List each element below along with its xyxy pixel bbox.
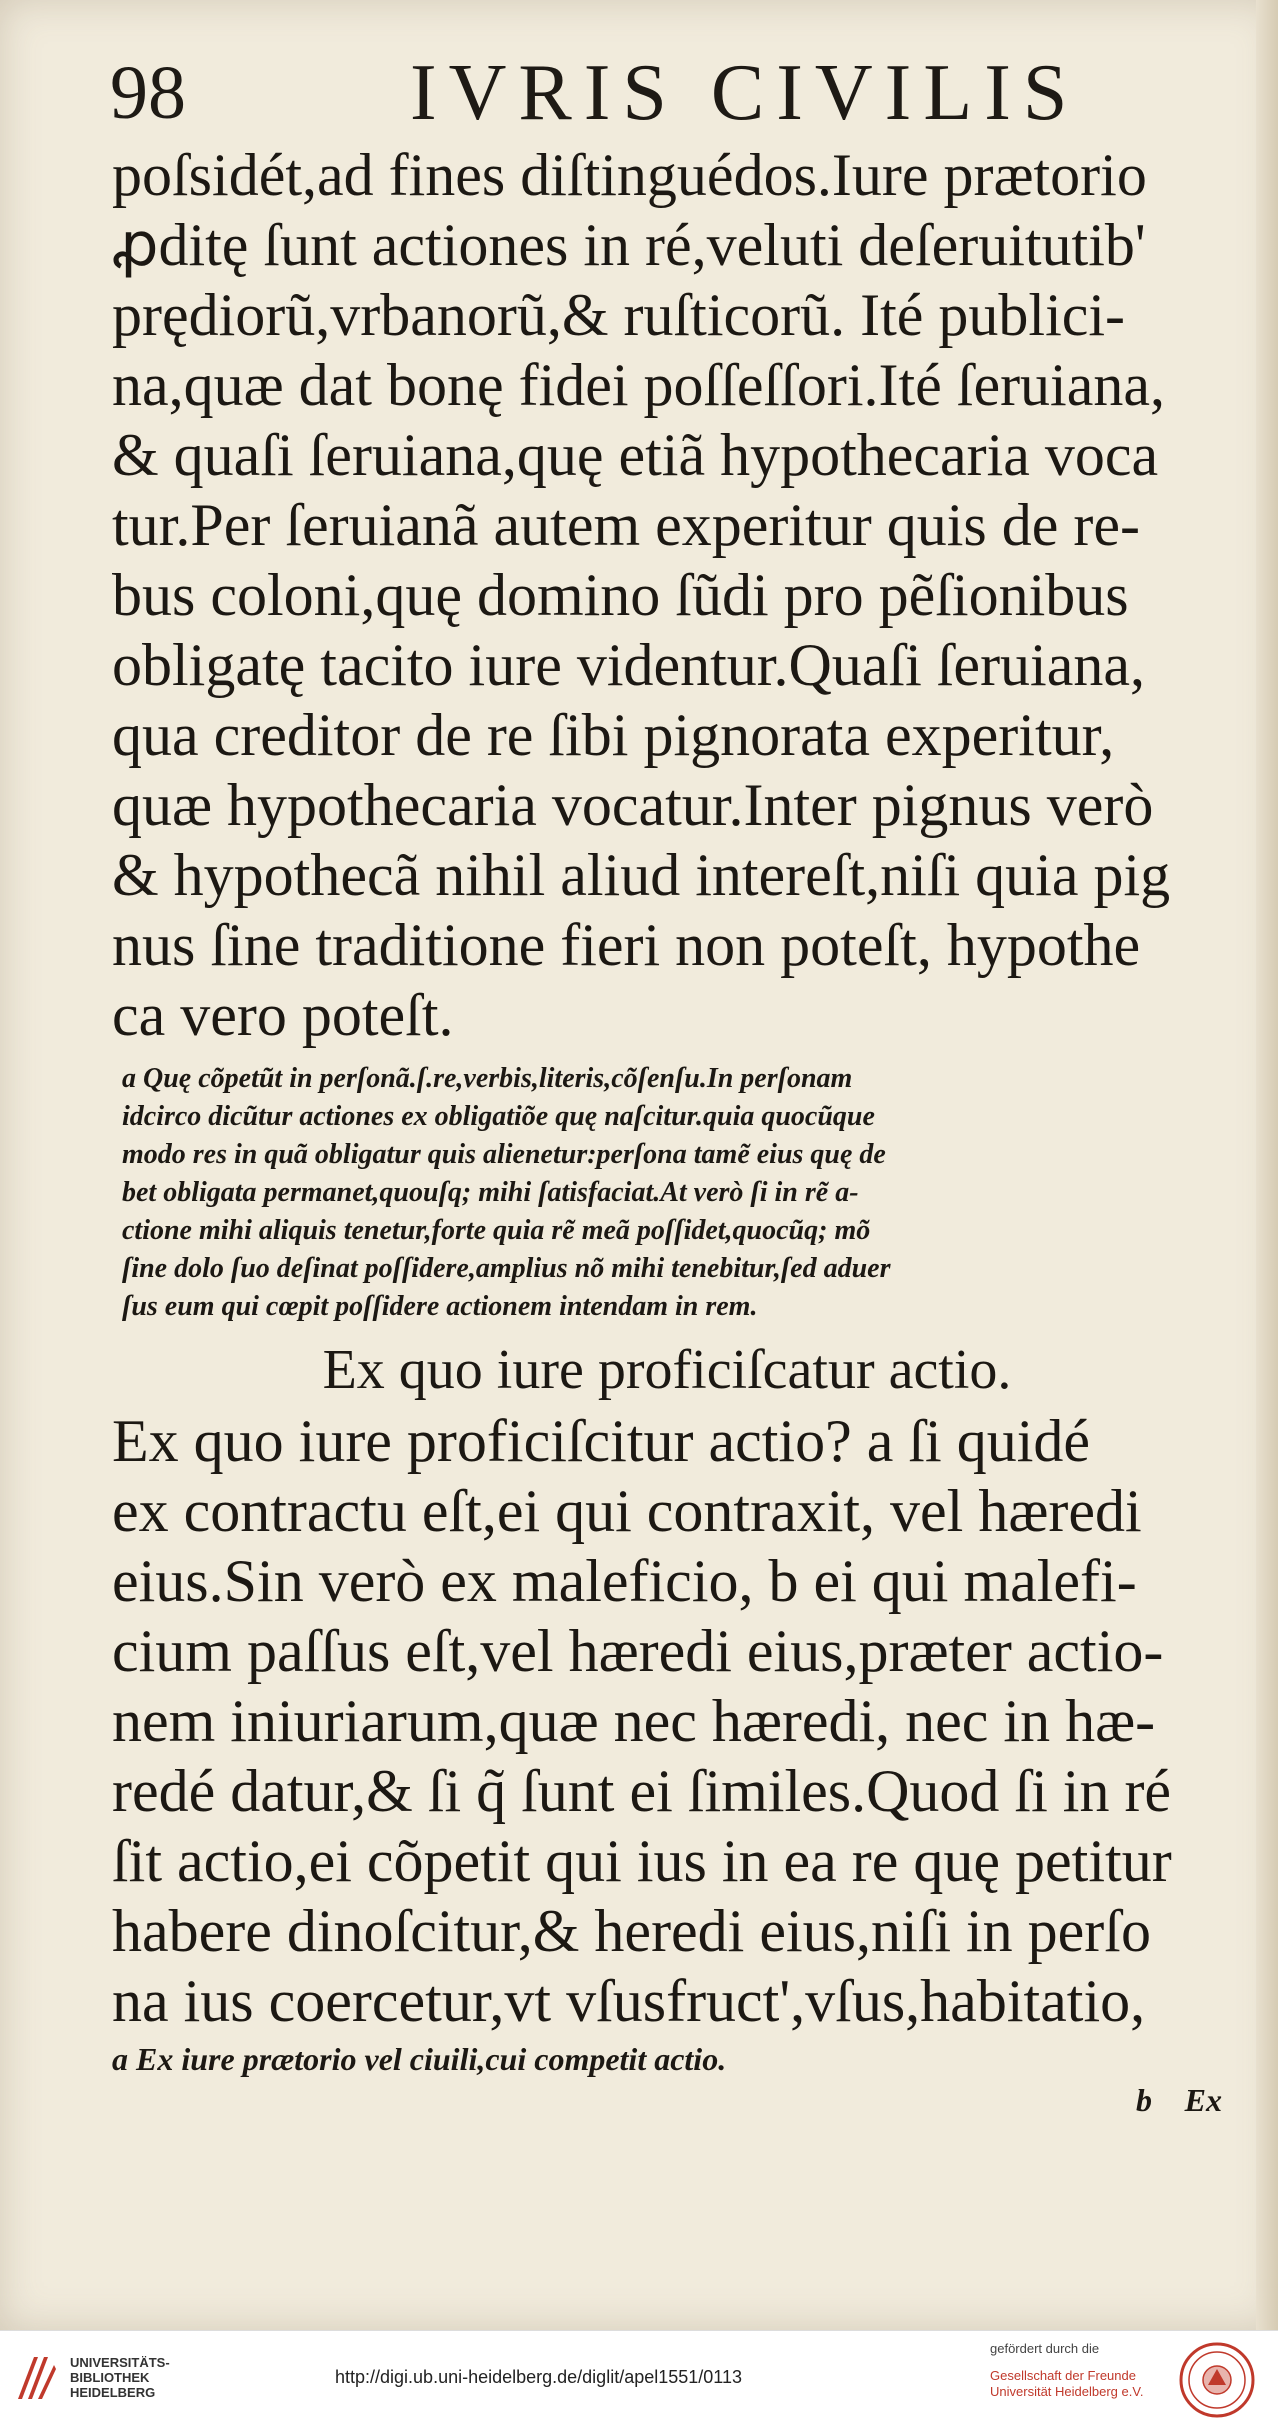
text-line: nus ſine traditione fieri non poteſt, hypothe	[112, 912, 1141, 978]
university-library-logo-icon	[14, 2353, 58, 2403]
text-line: poſsidét,ad fines diſtinguédos.Iure prætorio	[112, 142, 1147, 208]
page-body	[112, 140, 1222, 2128]
text-line: prędiorũ,vrbanorũ,& ruſticorũ. Ité publici-	[112, 282, 1126, 348]
text-line: quæ hypothecaria vocatur.Inter pignus verò	[112, 772, 1154, 838]
running-title: IVRIS CIVILIS	[410, 49, 1080, 137]
text-line: habere dinoſcitur,& heredi eius,niſi in perſo	[112, 1898, 1151, 1964]
text-line: bus coloni,quę domino ſũdi pro pẽſionibus	[112, 562, 1129, 628]
text-line: na,quæ dat bonę fidei poſſeſſori.Ité ſeruiana,	[112, 352, 1165, 418]
catchword: Ex	[1184, 2082, 1222, 2118]
signature-mark: b	[1136, 2082, 1152, 2118]
institution-name	[70, 2355, 170, 2400]
text-line: obligatę tacito iure videntur.Quaſi ſeruiana,	[112, 632, 1145, 698]
page-number: 98	[110, 51, 186, 135]
footnote-line: ctione mihi aliquis tenetur,forte quia rẽ meã poſſidet,quocũq; mõ	[122, 1215, 871, 1246]
institution-line: UNIVERSITÄTS-	[70, 2355, 170, 2370]
sponsor-line: Universität Heidelberg e.V.	[990, 2384, 1144, 2399]
footnote-a	[112, 1060, 1212, 1326]
text-line: ex contractu eſt,ei qui contraxit, vel hæredi	[112, 1478, 1142, 1544]
text-line: nem iniuriarum,quæ nec hæredi, nec in hæ-	[112, 1688, 1156, 1754]
permalink-url[interactable]: http://digi.ub.uni-heidelberg.de/diglit/apel1551/0113	[335, 2367, 742, 2387]
text-line: ſit actio,ei cõpetit qui ius in ea re quę petitur	[112, 1828, 1172, 1894]
footnote-line: bet obligata permanet,quouſq; mihi ſatisfaciat.At verò ſi in rẽ a-	[122, 1177, 859, 1208]
text-line: tur.Per ſeruianã autem experitur quis de re-	[112, 492, 1140, 558]
text-line: ca vero poteſt.	[112, 982, 454, 1048]
page-edge	[1256, 0, 1278, 2330]
text-line: & quaſi ſeruiana,quę etiã hypothecaria voca	[112, 422, 1159, 488]
section-text	[112, 1406, 1222, 2036]
text-line: na ius coercetur,vt vſusfruct',vſus,habitatio,	[112, 1968, 1146, 2034]
footnote-b: a Ex iure prætorio vel ciuili,cui competit actio.	[112, 2041, 727, 2077]
main-text	[112, 140, 1222, 1050]
text-line: Ex quo iure proficiſcitur actio? a ſi quidé	[112, 1408, 1090, 1474]
society-seal-icon	[1178, 2341, 1256, 2419]
institution-line: BIBLIOTHEK	[70, 2370, 150, 2385]
footnote-line: ſus eum qui cœpit poſſidere actionem intendam in rem.	[122, 1291, 758, 1322]
text-line: ꝓditę ſunt actiones in ré,veluti deſeruitutib'	[112, 212, 1146, 278]
section-heading: Ex quo iure proficiſcatur actio.	[322, 1339, 1012, 1401]
institution-line: HEIDELBERG	[70, 2385, 156, 2400]
sponsor-line: Gesellschaft der Freunde	[990, 2368, 1136, 2383]
sponsor-credit	[990, 2341, 1160, 2400]
text-line: eius.Sin verò ex maleficio, b ei qui malefi-	[112, 1548, 1137, 1614]
sponsor-by: gefördert durch die	[990, 2341, 1100, 2356]
catchword-row	[112, 2082, 1222, 2128]
footnote-line: idcirco dicũtur actiones ex obligatiõe quę naſcitur.quia quocũque	[122, 1101, 875, 1132]
page-header	[110, 40, 1190, 150]
text-line: redé datur,& ſi q̃ ſunt ei ſimiles.Quod ſi in ré	[112, 1758, 1172, 1824]
footnote-line: a Quę cõpetũt in perſonã.ſ.re,verbis,literis,cõſenſu.In perſonam	[122, 1063, 853, 1094]
text-line: & hypothecã nihil aliud intereſt,niſi quia pig	[112, 842, 1171, 908]
text-line: cium paſſus eſt,vel hæredi eius,præter actio-	[112, 1618, 1164, 1684]
viewer-footer	[0, 2330, 1278, 2424]
footnote-line: modo res in quã obligatur quis alienetur:perſona tamẽ eius quę de	[122, 1139, 886, 1170]
footnote-line: ſine dolo ſuo deſinat poſſidere,amplius nõ mihi tenebitur,ſed aduer	[122, 1253, 891, 1284]
text-line: qua creditor de re ſibi pignorata experitur,	[112, 702, 1115, 768]
